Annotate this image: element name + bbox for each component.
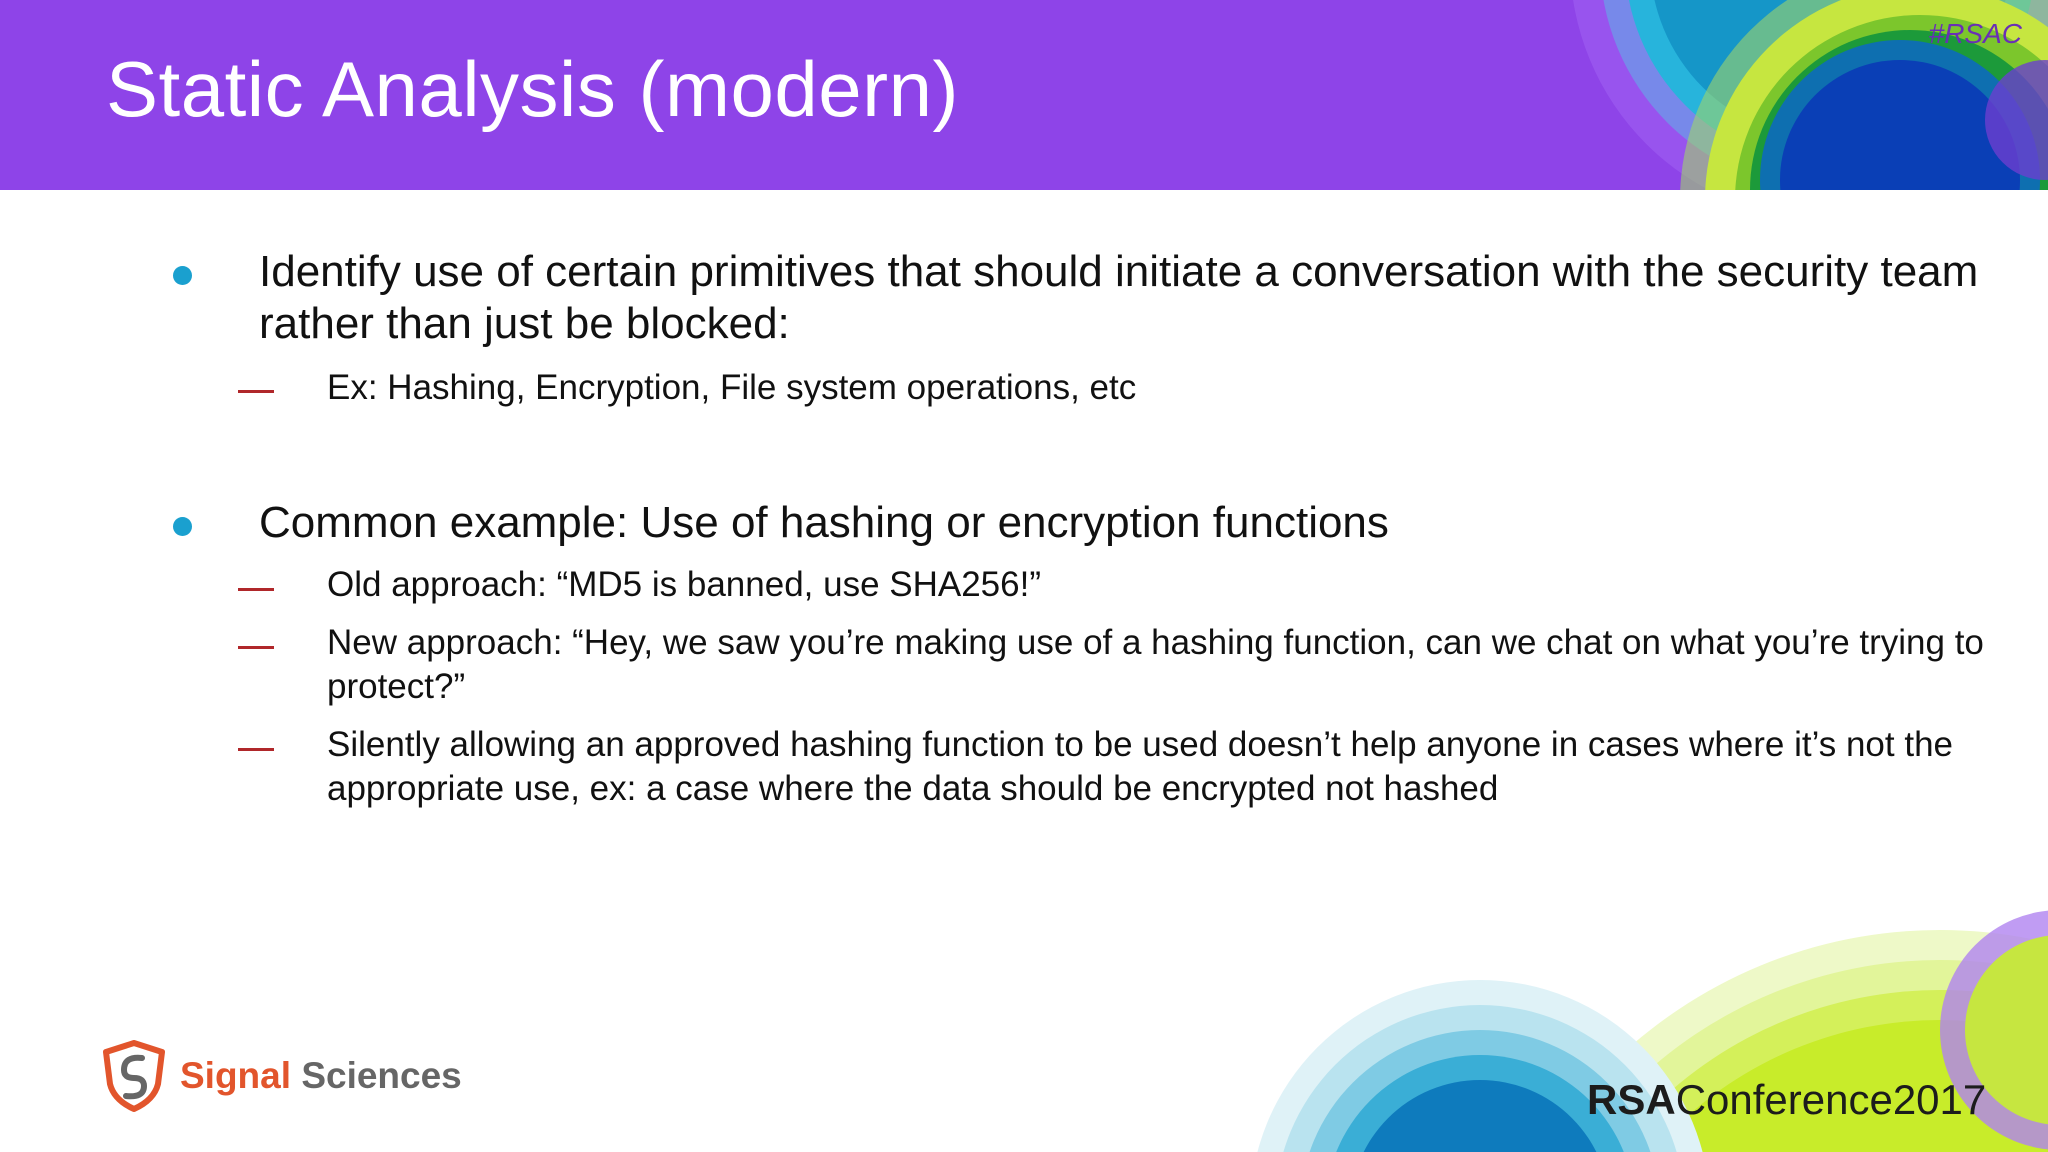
rsa-text: RSA bbox=[1587, 1076, 1676, 1123]
bullet-dot-icon bbox=[173, 266, 192, 285]
bullet-text: Identify use of certain primitives that should initiate a conversation with the security team rather than just be blocked: bbox=[259, 247, 1979, 348]
dash-icon bbox=[238, 748, 274, 751]
conference-year-text: Conference2017 bbox=[1675, 1076, 1987, 1123]
bullet-dot-icon bbox=[173, 517, 192, 536]
shield-logo-icon bbox=[102, 1040, 166, 1112]
signal-sciences-logo bbox=[180, 1055, 462, 1097]
dash-icon bbox=[238, 390, 274, 393]
logo-signal-text: Signal bbox=[180, 1055, 292, 1096]
sub-bullet-text: Silently allowing an approved hashing function to be used doesn’t help anyone in cases where it’s not the appropriate use, ex: a case where the data should be encrypted not hashed bbox=[327, 725, 1953, 808]
logo-sciences-text: Sciences bbox=[301, 1055, 462, 1096]
sub-bullet-text: Ex: Hashing, Encryption, File system operations, etc bbox=[327, 368, 1137, 407]
slide-title: Static Analysis (modern) bbox=[106, 45, 959, 133]
rsa-conference-logo bbox=[1587, 1076, 1986, 1124]
rsac-hashtag: #RSAC bbox=[1928, 18, 2022, 49]
sub-bullet-text: Old approach: “MD5 is banned, use SHA256!” bbox=[327, 565, 1041, 604]
sub-bullet-text: New approach: “Hey, we saw you’re making use of a hashing function, can we chat on what you’re trying to protect?” bbox=[327, 623, 1984, 706]
dash-icon bbox=[238, 646, 274, 649]
bullet-text: Common example: Use of hashing or encryption functions bbox=[259, 498, 1389, 547]
dash-icon bbox=[238, 588, 274, 591]
